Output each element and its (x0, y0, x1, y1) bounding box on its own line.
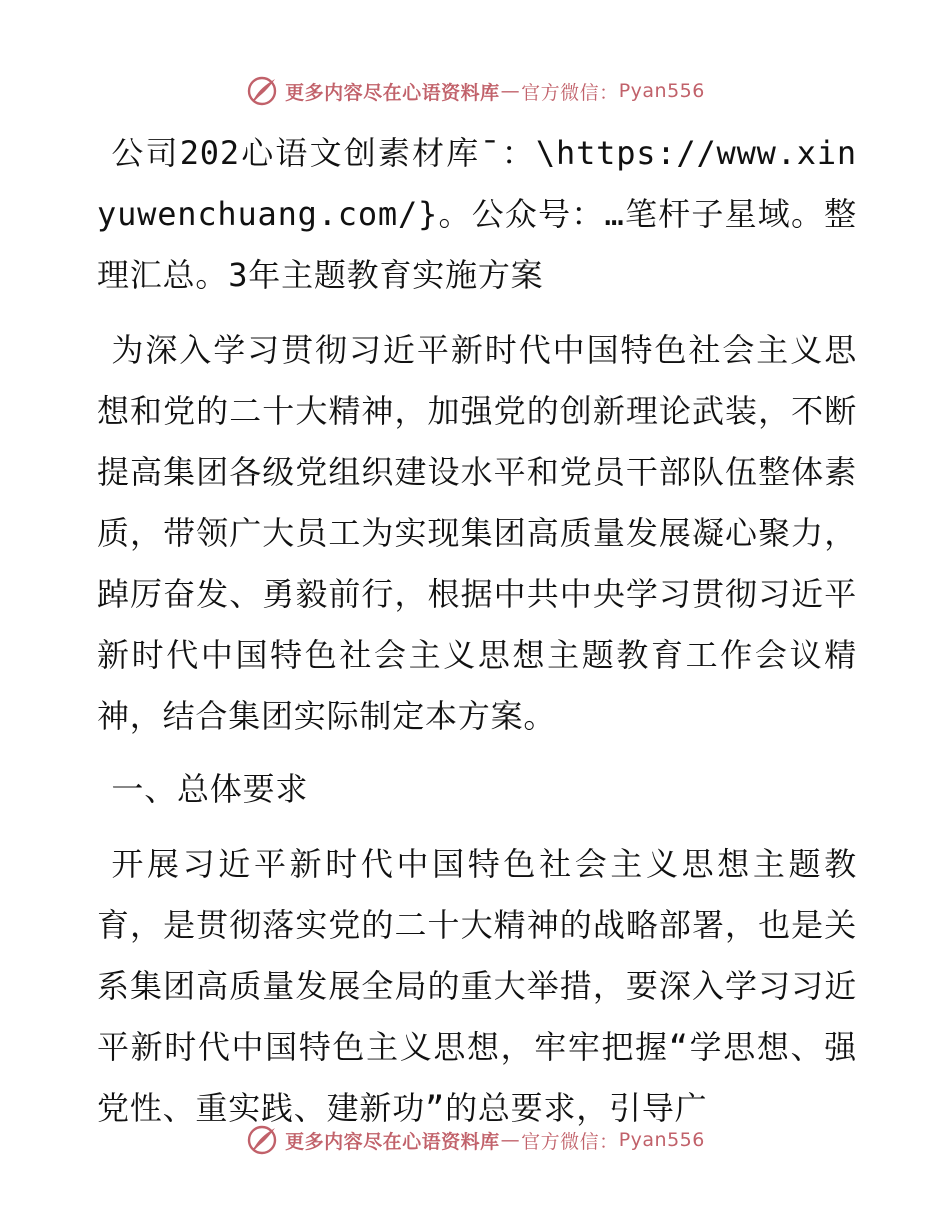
watermark-wechat-label: 官方微信： (521, 81, 619, 104)
header-paragraph: 公司202心语文创素材库¯：\https://www.xinyuwenchuang.com/}。公众号：…笔杆子星域。整理汇总。3年主题教育实施方案 (97, 134, 857, 294)
watermark-wechat-label: 官方微信： (521, 1130, 619, 1153)
section-paragraph: 开展习近平新时代中国特色社会主义思想主题教育，是贯彻落实党的二十大精神的战略部署，也是关系集团高质量发展全局的重大举措，要深入学习习近平新时代中国特色主义思想，牢牢把握“学思想、强党性、重实践、建新功”的总要求，引导广 (97, 845, 857, 1127)
feather-quill-icon (245, 74, 279, 108)
watermark-wechat-id: Pyan556 (618, 1129, 705, 1151)
intro-paragraph: 为深入学习贯彻习近平新时代中国特色社会主义思想和党的二十大精神，加强党的创新理论武装，不断提高集团各级党组织建设水平和党员干部队伍整体素质，带领广大员工为实现集团高质量发展凝心聚力，踔厉奋发、勇毅前行，根据中共中央学习贯彻习近平新时代中国特色社会主义思想主题教育工作会议精神，结合集团实际制定本方案。 (97, 331, 857, 735)
feather-quill-icon (245, 1123, 279, 1157)
section-heading: 一、总体要求 (111, 770, 309, 808)
watermark-footer (0, 1120, 950, 1160)
watermark-text: 更多内容尽在心语资料库 (285, 1130, 500, 1153)
document-body (97, 123, 857, 1139)
watermark-header (0, 71, 950, 111)
watermark-wechat-id: Pyan556 (618, 80, 705, 102)
watermark-separator: — (500, 80, 521, 102)
watermark-separator: — (500, 1129, 521, 1151)
watermark-text: 更多内容尽在心语资料库 (285, 81, 500, 104)
